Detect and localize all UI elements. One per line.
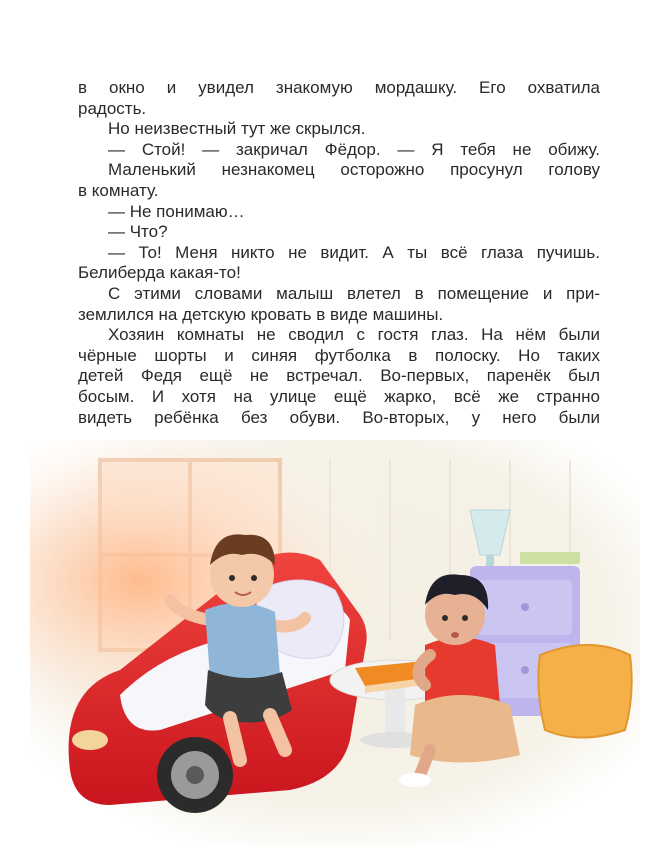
text-line: радость. [78,98,147,118]
green-books [520,552,580,564]
text-line: в комнату. [78,180,159,200]
text-line: — То! Меня никто не видит. А ты всё глаза пучишь. [108,242,600,262]
text-line: — Что? [108,222,168,242]
text-line: С этими словами малыш влетел в помещение и при- [108,283,600,303]
text-line: в окно и увидел знакомую мордашку. Его охватила [78,78,600,97]
text-line: Белиберда какая-то! [78,263,241,283]
text-line: детей Федя ещё не встречал. Во-первых, паренёк был [78,366,600,386]
text-line: Но неизвестный тут же скрылся. [108,119,366,139]
text-line: Хозяин комнаты не сводил с гостя глаз. На нём были [108,325,600,345]
yellow-pillow [538,645,631,738]
text-line: босым. И хотя на улице ещё жарко, всё же странно [78,386,600,406]
text-line: — Стой! — закричал Фёдор. — Я тебя не обижу. [108,139,600,159]
text-line: землился на детскую кровать в виде машины. [78,304,444,324]
story-text [78,78,600,428]
text-line: Маленький незнакомец осторожно просунул голову [108,160,600,180]
text-line: чёрные шорты и синяя футболка в полоску. Но таких [78,345,600,365]
text-line: видеть ребёнка без обуви. Во-вторых, у него были [78,407,600,427]
text-line: — Не понимаю… [108,201,245,221]
bedroom-illustration [30,440,640,845]
